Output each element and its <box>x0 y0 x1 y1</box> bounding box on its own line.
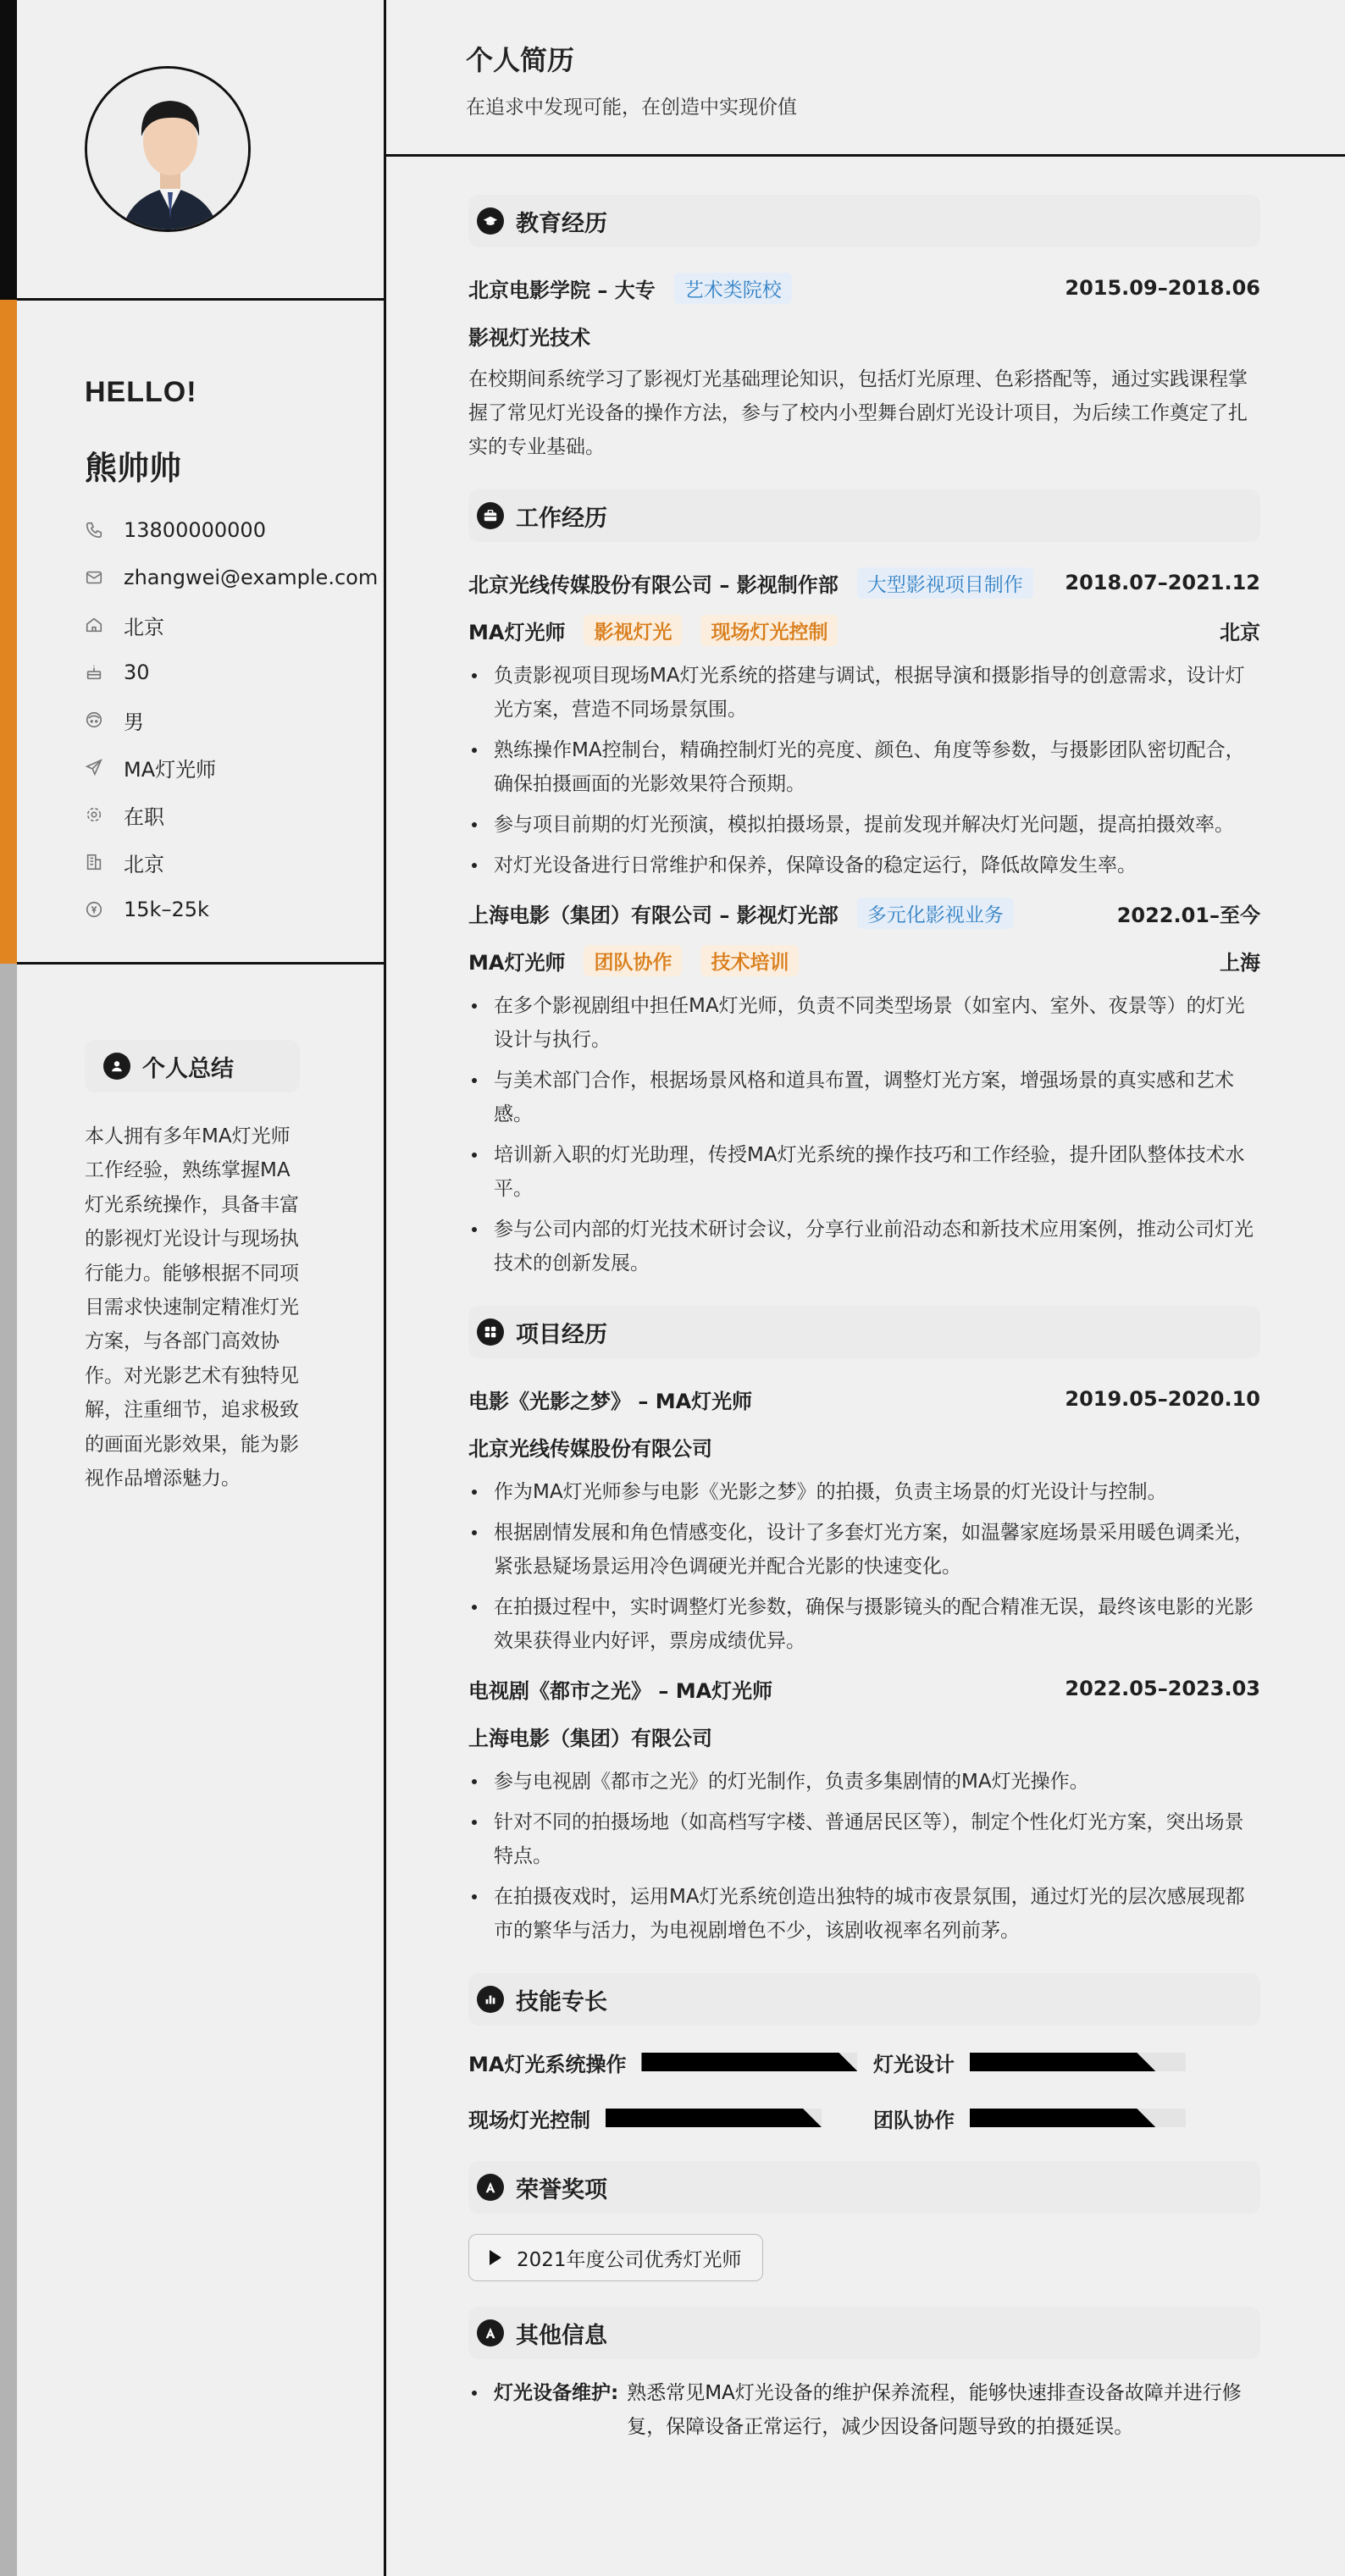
sidebar-divider <box>384 0 386 2576</box>
job-role: MA灯光师 <box>468 620 566 644</box>
job-company: 北京光线传媒股份有限公司 – 影视制作部 <box>468 572 839 597</box>
skill-bar-fill <box>970 2109 1155 2127</box>
skills-grid <box>468 2043 1260 2137</box>
project-date: 2019.05–2020.10 <box>1065 1387 1260 1411</box>
list-item: 负责影视项目现场MA灯光系统的搭建与调试，根据导演和摄影指导的创意需求，设计灯光方案，营造不同场景氛围。 <box>468 659 1260 727</box>
project-row <box>468 1375 1260 1423</box>
skill-bar <box>970 2053 1186 2071</box>
briefcase-icon <box>477 502 504 529</box>
home-icon <box>85 616 103 634</box>
sidebar-info-divider <box>17 962 385 965</box>
info-gender-text: 男 <box>124 710 144 734</box>
sidebar-photo-divider <box>17 298 385 301</box>
other-title: 其他信息 <box>516 2322 607 2349</box>
list-item: 根据剧情发展和角色情感变化，设计了多套灯光方案，如温馨家庭场景采用暖色调柔光，紧张悬疑场景运用冷色调硬光并配合光影的快速变化。 <box>468 1516 1260 1584</box>
skills-heading <box>468 1973 1260 2026</box>
work-heading <box>468 489 1260 542</box>
stripe-gray <box>0 964 17 2576</box>
award-item <box>468 2234 763 2281</box>
info-status <box>85 791 378 838</box>
skill-name: 现场灯光控制 <box>468 2108 590 2132</box>
project-bullets <box>468 1765 1260 1948</box>
info-email <box>85 554 378 601</box>
skill-name: 团队协作 <box>873 2108 955 2132</box>
job-skill-tag: 影视灯光 <box>584 615 682 646</box>
other-value: 熟悉常见MA灯光设备的维护保养流程，能够快速排查设备故障并进行修复，保障设备正常运行，减少因设备问题导致的拍摄延误。 <box>627 2382 1242 2438</box>
projects-heading <box>468 1306 1260 1358</box>
work-title: 工作经历 <box>516 505 607 532</box>
skill-item <box>468 2043 873 2081</box>
other-heading <box>468 2307 1260 2359</box>
info-city <box>85 838 378 886</box>
job-skill-tag: 技术培训 <box>700 945 799 976</box>
summary-heading <box>85 1040 300 1092</box>
header-divider <box>385 154 1345 157</box>
education-description: 在校期间系统学习了影视灯光基础理论知识，包括灯光原理、色彩搭配等，通过实践课程掌握了常见灯光设备的操作方法，参与了校内小型舞台剧灯光设计项目，为后续工作奠定了扎实的专业基础。 <box>468 368 1248 458</box>
other-key: 灯光设备维护: <box>494 2382 619 2404</box>
skill-bar <box>606 2109 822 2127</box>
info-salary <box>85 886 378 933</box>
job-role: MA灯光师 <box>468 950 566 975</box>
page-title: 个人简历 <box>466 44 575 76</box>
job-company-row <box>468 889 1260 937</box>
graduation-cap-icon <box>477 207 504 235</box>
job-city: 北京 <box>1220 620 1260 644</box>
project-name: 电影《光影之梦》 – MA灯光师 <box>468 1389 753 1413</box>
skill-item <box>873 2098 1260 2137</box>
job-city: 上海 <box>1220 950 1260 975</box>
projects-title: 项目经历 <box>516 1321 607 1348</box>
main-content <box>468 195 1260 2444</box>
job-entry <box>468 889 1260 1280</box>
stripe-orange <box>0 300 17 964</box>
list-item: 熟练操作MA控制台，精确控制灯光的亮度、颜色、角度等参数，与摄影团队密切配合，确保拍摄画面的光影效果符合预期。 <box>468 733 1260 801</box>
list-item: 作为MA灯光师参与电影《光影之梦》的拍摄，负责主场景的灯光设计与控制。 <box>468 1475 1260 1509</box>
info-age <box>85 649 378 696</box>
info-location <box>85 601 378 649</box>
job-tag: 多元化影视业务 <box>857 898 1014 929</box>
mail-icon <box>85 568 103 587</box>
job-tag: 大型影视项目制作 <box>857 567 1033 599</box>
list-item: 参与公司内部的灯光技术研讨会议，分享行业前沿动态和新技术应用案例，推动公司灯光技术的创新发展。 <box>468 1213 1260 1280</box>
education-major: 影视灯光技术 <box>468 325 590 350</box>
list-item: 培训新入职的灯光助理，传授MA灯光系统的操作技巧和工作经验，提升团队整体技术水平。 <box>468 1138 1260 1206</box>
education-date: 2015.09–2018.06 <box>1065 276 1260 300</box>
play-icon <box>490 2250 501 2265</box>
education-heading <box>468 195 1260 247</box>
skill-bar <box>641 2053 857 2071</box>
skill-bar-fill <box>641 2053 857 2071</box>
skill-bar-fill <box>606 2109 822 2127</box>
list-item <box>468 2376 1260 2444</box>
list-item: 在拍摄过程中，实时调整灯光参数，确保与摄影镜头的配合精准无误，最终该电影的光影效果获得业内好评，票房成绩优异。 <box>468 1590 1260 1658</box>
education-school: 北京电影学院 – 大专 <box>468 278 656 302</box>
education-tag: 艺术类院校 <box>674 273 792 304</box>
job-date: 2018.07–2021.12 <box>1065 571 1260 594</box>
grid-icon <box>477 1318 504 1346</box>
stripe-black <box>0 0 17 300</box>
avatar <box>85 66 251 232</box>
send-icon <box>85 758 103 777</box>
list-item: 在多个影视剧组中担任MA灯光师，负责不同类型场景（如室内、室外、夜景等）的灯光设计与执行。 <box>468 989 1260 1057</box>
contact-info-list <box>85 506 378 933</box>
list-item: 针对不同的拍摄场地（如高档写字楼、普通居民区等），制定个性化灯光方案，突出场景特点。 <box>468 1805 1260 1873</box>
summary-title: 个人总结 <box>142 1055 234 1082</box>
skill-bar <box>970 2109 1186 2127</box>
bar-chart-icon <box>477 1986 504 2013</box>
money-icon <box>85 900 103 919</box>
education-title: 教育经历 <box>516 210 607 237</box>
job-skill-tag: 现场灯光控制 <box>700 615 838 646</box>
building-icon <box>85 853 103 871</box>
job-role-row <box>468 937 1260 984</box>
info-status-text: 在职 <box>124 804 164 829</box>
honors-title: 荣誉奖项 <box>516 2176 607 2203</box>
resume-header <box>466 39 797 119</box>
info-position <box>85 744 378 791</box>
award-icon <box>477 2174 504 2201</box>
education-row <box>468 264 1260 312</box>
job-bullets <box>468 659 1260 882</box>
info-email-text: zhangwei@example.com <box>124 566 379 589</box>
info-icon <box>477 2319 504 2347</box>
skill-name: MA灯光系统操作 <box>468 2052 627 2076</box>
cake-icon <box>85 663 103 682</box>
hello-label: HELLO! <box>85 376 197 408</box>
project-org: 上海电影（集团）有限公司 <box>468 1726 712 1750</box>
job-skill-tag: 团队协作 <box>584 945 682 976</box>
info-position-text: MA灯光师 <box>124 757 217 782</box>
job-role-row <box>468 606 1260 654</box>
list-item: 参与电视剧《都市之光》的灯光制作，负责多集剧情的MA灯光操作。 <box>468 1765 1260 1799</box>
info-phone <box>85 506 378 554</box>
list-item: 对灯光设备进行日常维护和保养，保障设备的稳定运行，降低故障发生率。 <box>468 849 1260 882</box>
user-icon <box>103 1053 130 1080</box>
info-age-text: 30 <box>124 661 150 684</box>
list-item: 在拍摄夜戏时，运用MA灯光系统创造出独特的城市夜景氛围，通过灯光的层次感展现都市的繁华与活力，为电视剧增色不少，该剧收视率名列前茅。 <box>468 1880 1260 1948</box>
project-date: 2022.05–2023.03 <box>1065 1677 1260 1700</box>
gender-icon <box>85 710 103 729</box>
honors-heading <box>468 2161 1260 2214</box>
project-org: 北京光线传媒股份有限公司 <box>468 1436 712 1461</box>
page-subtitle: 在追求中发现可能，在创造中实现价值 <box>466 97 797 119</box>
project-entry <box>468 1375 1260 1658</box>
other-list <box>468 2376 1260 2444</box>
project-row <box>468 1665 1260 1712</box>
info-salary-text: 15k–25k <box>124 898 209 921</box>
project-bullets <box>468 1475 1260 1658</box>
info-phone-text: 13800000000 <box>124 518 266 542</box>
job-bullets <box>468 989 1260 1280</box>
info-gender <box>85 696 378 744</box>
summary-text: 本人拥有多年MA灯光师工作经验，熟练掌握MA灯光系统操作，具备丰富的影视灯光设计与现场执行能力。能够根据不同项目需求快速制定精准灯光方案，与各部门高效协作。对光影艺术有独特见解，注重细节，追求极致的画面光影效果，能为影视作品增添魅力。 <box>85 1125 299 1490</box>
project-name: 电视剧《都市之光》 – MA灯光师 <box>468 1678 773 1703</box>
info-location-text: 北京 <box>124 615 164 639</box>
job-entry <box>468 559 1260 882</box>
list-item: 参与项目前期的灯光预演，模拟拍摄场景，提前发现并解决灯光问题，提高拍摄效率。 <box>468 808 1260 842</box>
award-text: 2021年度公司优秀灯光师 <box>517 2248 742 2271</box>
job-company: 上海电影（集团）有限公司 – 影视灯光部 <box>468 903 839 927</box>
person-name: 熊帅帅 <box>85 450 182 487</box>
status-icon <box>85 805 103 824</box>
list-item: 与美术部门合作，根据场景风格和道具布置，调整灯光方案，增强场景的真实感和艺术感。 <box>468 1064 1260 1131</box>
skill-item <box>873 2043 1260 2081</box>
skill-item <box>468 2098 873 2137</box>
skills-title: 技能专长 <box>516 1988 607 2015</box>
job-company-row <box>468 559 1260 606</box>
skill-bar-fill <box>970 2053 1155 2071</box>
phone-icon <box>85 521 103 539</box>
job-date: 2022.01–至今 <box>1116 903 1260 927</box>
skill-name: 灯光设计 <box>873 2052 955 2076</box>
info-city-text: 北京 <box>124 852 164 876</box>
project-entry <box>468 1665 1260 1948</box>
